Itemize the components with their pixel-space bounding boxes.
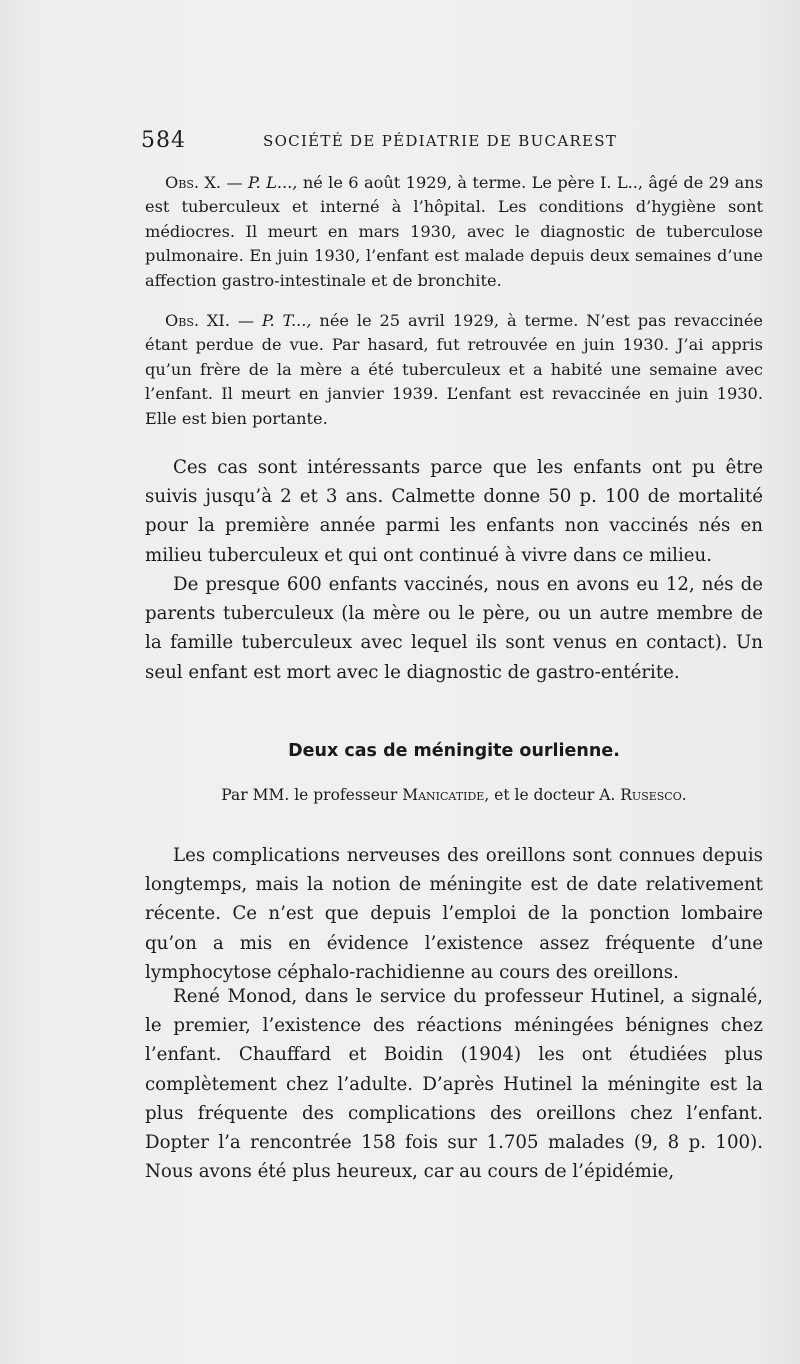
observation-separator: — — [221, 173, 248, 192]
byline-prefix: Par MM. le professeur — [221, 786, 403, 804]
byline-suffix: . — [681, 786, 687, 804]
observation-separator: — — [229, 311, 262, 330]
paragraph-interesting-cases: Ces cas sont intéressants parce que les enfants ont pu être suivis jusqu’à 2 et 3 ans. Calmette donne 50 p. 100 de mortalité pour la première année parmi les enfants non vaccinés nés en milieu tuberculeux et qui ont continué à vivre dans ce milieu. — [145, 457, 763, 566]
author-manicatide: Manicatide — [402, 786, 485, 804]
section-byline — [145, 786, 763, 804]
paragraph-vaccinated-children: De presque 600 enfants vaccinés, nous en avons eu 12, nés de parents tuberculeux (la mère ou le père, ou un autre membre de la famille tuberculeux avec lequel ils sont venus en contact). Un seul enfant est mort avec le diagnostic de gastro-entérite. — [145, 574, 763, 683]
patient-name: P. T..., — [261, 311, 312, 330]
observation-label: Obs. XI. — [165, 311, 230, 330]
patient-name: P. L..., — [248, 173, 298, 192]
section-title: Deux cas de méningite ourlienne. — [288, 741, 620, 761]
observation-xi — [145, 309, 763, 431]
paragraph-rene-monod: René Monod, dans le service du professeur Hutinel, a signalé, le premier, l’existence des réactions méningées bénignes chez l’enfant. Chauffard et Boidin (1904) les ont étudiées plus complètement chez l’adulte. D’après Hutinel la méningite est la plus fréquente des complications des oreillons chez l’enfant. Dopter l’a rencontrée 158 fois sur 1.705 malades (9, 8 p. 100). Nous avons été plus heureux, car au cours de l’épidémie, — [145, 986, 763, 1183]
byline-middle: , et le docteur A. — [484, 786, 621, 804]
observation-text: née le 25 avril 1929, à terme. N’est pas revaccinée étant perdue de vue. Par hasard, fut retrouvée en juin 1930. J’ai appris qu’un frère de la mère a été tuberculeux et a habité une semaine avec l’enfant. Il meurt en janvier 1939. L’enfant est revaccinée en juin 1930. Elle est bien portante. — [145, 311, 764, 428]
page-header — [141, 128, 764, 158]
author-rusesco: Rusesco — [620, 786, 682, 804]
observation-label: Obs. X. — [165, 173, 222, 192]
page-number: 584 — [141, 128, 186, 153]
observation-x — [145, 171, 763, 293]
paragraph-nervous-complications: Les complications nerveuses des oreillons sont connues depuis longtemps, mais la notion de méningite est de date relativement récente. Ce n’est que depuis l’emploi de la ponction lombaire qu’on a mis en évidence l’existence assez fréquente d’une lymphocytose céphalo-rachidienne au cours des oreillons. — [145, 845, 763, 983]
running-head: SOCIÉTÉ DE PÉDIATRIE DE BUCAREST — [263, 132, 618, 150]
observation-text: né le 6 août 1929, à terme. Le père I. L.., âgé de 29 ans est tuberculeux et interné à l’hôpital. Les conditions d’hygiène sont médiocres. Il meurt en mars 1930, avec le diagnostic de tuberculose pulmonaire. En juin 1930, l’enfant est malade depuis deux semaines d’une affection gastro-intestinale et de bronchite. — [145, 173, 764, 290]
